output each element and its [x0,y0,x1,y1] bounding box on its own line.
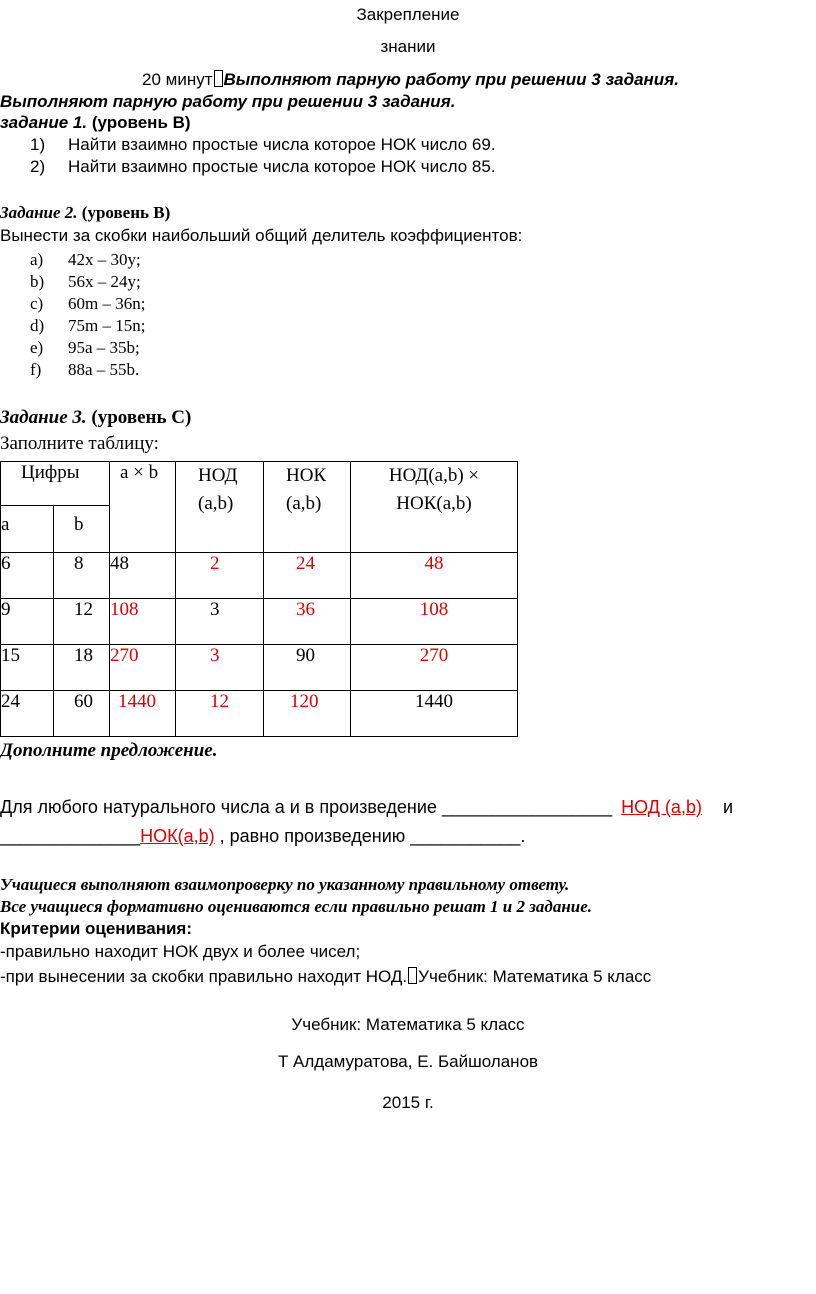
cell-prod: 48 [351,553,518,599]
cell-a: 15 [1,645,54,691]
list-item [30,315,145,337]
task1-label: задание 1. [0,113,88,132]
cell-product: 48 [110,553,176,599]
cell-gcd: 2 [176,553,264,599]
answer-lcm: НОК(a,b) [140,826,215,846]
authors: Т Алдамуратова, Е. Байшоланов [277,1052,539,1071]
cell-b: 12 [54,599,110,645]
table-row [1,553,518,599]
list-marker: 2) [30,157,46,176]
list-item [30,359,145,381]
task2-list [30,249,145,381]
list-text: 56x – 24y; [68,272,141,291]
list-text: Найти взаимно простые числа которое НОК число 69. [68,135,496,154]
cell-b: 8 [54,553,110,599]
year: 2015 г. [382,1093,434,1112]
task2-label: Задание 2. [0,203,78,222]
cell-product: 1440 [110,691,176,737]
list-marker: b) [30,272,45,291]
list-text: 75m – 15n; [68,316,146,335]
textbook: Учебник: Математика 5 класс [291,1015,525,1034]
cell-prod: 270 [351,645,518,691]
lcm-gcd-table [0,461,518,737]
table-row [1,599,518,645]
criteria-item: -правильно находит НОК двух и более чисел; [0,942,361,961]
cell-lcm: 120 [264,691,351,737]
header-product: a × b [110,462,176,553]
list-item [30,249,145,271]
cell-gcd: 3 [176,599,264,645]
task2-intro: Вынести за скобки наибольший общий делитель коэффициентов: [0,226,523,245]
task3-intro: Заполните таблицу: [0,433,159,454]
header-gcd-line2: (a,b) [198,493,234,514]
complete-text-2: , равно произведению [214,826,411,846]
task1-list [30,134,496,178]
task3-level: (уровень С) [91,407,192,428]
cell-prod: 108 [351,599,518,645]
list-marker: c) [30,294,44,313]
title-line-1: Закрепление [356,5,460,24]
header-lcm-line1: НОК [286,465,327,486]
cell-gcd: 3 [176,645,264,691]
cell-gcd: 12 [176,691,264,737]
header-b: b [54,506,110,553]
task1-heading [0,113,191,133]
complete-heading: Дополните предложение. [0,740,218,761]
blank-1: _________________ [441,797,613,817]
and-word: и [722,797,734,817]
peer-check: Учащиеся выполняют взаимопроверку по указанному правильному ответу. [0,875,570,894]
list-marker: a) [30,250,44,269]
task2-level: (уровень В) [81,203,171,222]
cell-product: 108 [110,599,176,645]
table-row [1,691,518,737]
task3-label: Задание 3. [0,407,87,428]
header-prod-line1: НОД(a,b) × [388,465,480,486]
header-gcd-line1: НОД [198,465,238,486]
title-line-2: знании [380,37,436,56]
answer-gcd: НОД (a,b) [621,797,702,817]
task1-level: (уровень В) [91,113,191,132]
cell-lcm: 90 [264,645,351,691]
all-assessed: Все учащиеся формативно оцениваются если правильно решат 1 и 2 задание. [0,897,593,916]
list-marker: d) [30,316,45,335]
time-prefix: 20 минут [142,70,213,89]
list-item [30,337,145,359]
list-text: 88a – 55b. [68,360,140,379]
list-item [30,134,496,156]
criteria-text: -при вынесении за скобки правильно находит НОД. [0,967,408,986]
blank-2: ______________ [0,826,141,846]
complete-line-1 [0,797,733,817]
blank-3: ___________ [410,826,521,846]
list-marker: 1) [30,135,46,154]
header-digits: Цифры [1,462,110,506]
criteria-heading: Критерии оценивания: [0,919,192,938]
time-line [142,70,679,90]
criteria-tail: Учебник: Математика 5 класс [418,967,652,986]
cell-a: 9 [1,599,54,645]
list-marker: e) [30,338,44,357]
cell-a: 24 [1,691,54,737]
list-item [30,293,145,315]
header-gcd-times-lcm [351,462,518,553]
complete-text-1: Для любого натурального числа а и в произведение [0,797,442,817]
cell-a: 6 [1,553,54,599]
cell-b: 18 [54,645,110,691]
list-text: 42x – 30y; [68,250,141,269]
list-text: 95a – 35b; [68,338,140,357]
header-lcm [264,462,351,553]
criteria-item [0,967,651,987]
list-marker: f) [30,360,42,379]
list-item [30,271,145,293]
time-task: Выполняют парную работу при решении 3 задания. [223,70,679,89]
period: . [520,826,526,846]
cell-lcm: 36 [264,599,351,645]
cell-prod: 1440 [351,691,518,737]
task2-heading [0,203,170,223]
header-prod-line2: НОК(a,b) [396,493,472,514]
repeat-line: Выполняют парную работу при решении 3 задания. [0,92,456,111]
list-text: 60m – 36n; [68,294,146,313]
list-item [30,156,496,178]
cell-b: 60 [54,691,110,737]
cell-product: 270 [110,645,176,691]
list-text: Найти взаимно простые числа которое НОК число 85. [68,157,496,176]
complete-line-2 [0,826,525,846]
missing-glyph-icon [214,70,223,87]
header-lcm-line2: (a,b) [286,493,322,514]
header-gcd [176,462,264,553]
cell-lcm: 24 [264,553,351,599]
task3-heading [0,408,191,428]
table-row [1,645,518,691]
header-a: a [1,506,54,553]
missing-glyph-icon [408,967,417,984]
